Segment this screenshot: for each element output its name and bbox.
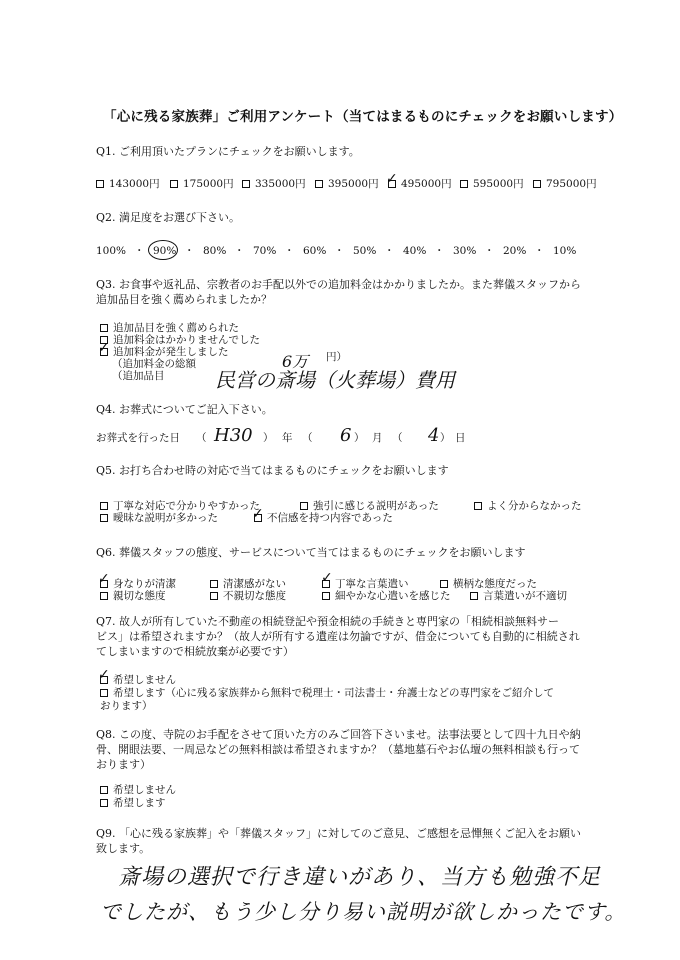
q8-question-line1: Q8. この度、寺院のお手配をさせて頂いた方のみご回答下さいませ。法事法要として四十九日や納: [96, 728, 581, 741]
q2-sep: ・: [334, 245, 345, 257]
q3-option-pushed[interactable]: 追加品目を強く薦められた: [100, 322, 239, 335]
q1-option-495000[interactable]: 495000円: [388, 178, 452, 191]
paren: ）: [354, 432, 365, 444]
checkbox[interactable]: [100, 592, 108, 600]
q8-question-line3: おります）: [96, 758, 151, 771]
q6-option-attentive[interactable]: 細やかな心遣いを感じた: [322, 590, 451, 603]
checkmark-icon: ✓: [252, 506, 264, 522]
paren: ）: [263, 432, 274, 444]
q5-option-pushy[interactable]: 強引に感じる説明があった: [300, 500, 439, 513]
q2-10[interactable]: 10%: [553, 245, 577, 257]
q6-option-untidy[interactable]: 清潔感がない: [210, 578, 286, 591]
q2-30[interactable]: 30%: [453, 245, 477, 257]
q6-option-unkind[interactable]: 不親切な態度: [210, 590, 286, 603]
checkbox[interactable]: [100, 514, 108, 522]
q2-sep: ・: [434, 245, 445, 257]
q2-sep: ・: [384, 245, 395, 257]
q2-sep: ・: [534, 245, 545, 257]
checkmark-icon: ✓: [321, 570, 333, 586]
checkbox[interactable]: [533, 180, 541, 188]
q3-option-extra[interactable]: 追加料金が発生しました: [100, 346, 229, 359]
paren: （: [302, 432, 313, 444]
q5-option-unclear[interactable]: よく分からなかった: [474, 500, 582, 513]
selection-circle-icon: [148, 240, 178, 260]
q9-question-line1: Q9. 「心に残る家族葬」や「葬儀スタッフ」に対してのご意見、ご感想を忌憚無くご記入をお願い: [96, 827, 582, 840]
q5-question: Q5. お打ち合わせ時の対応で当てはまるものにチェックをお願いします: [96, 464, 449, 477]
q5-option-clear[interactable]: 丁寧な対応で分かりやすかった: [100, 500, 260, 513]
q2-60[interactable]: 60%: [303, 245, 327, 257]
q1-option-595000[interactable]: 595000円: [460, 178, 524, 191]
checkbox[interactable]: [460, 180, 468, 188]
q3-sub-total-label: （追加料金の総額: [112, 358, 196, 370]
q2-80[interactable]: 80%: [203, 245, 227, 257]
q2-sep: ・: [284, 245, 295, 257]
paren: （: [196, 432, 207, 444]
checkbox[interactable]: [100, 799, 108, 807]
checkbox[interactable]: [100, 689, 108, 697]
q4-hand-year[interactable]: H30: [214, 425, 253, 446]
q9-question-line2: 致します。: [96, 842, 151, 855]
checkmark-icon: ✓: [98, 571, 110, 587]
q3-question-line2: 追加品目を強く薦められましたか？: [96, 293, 272, 306]
q2-question: Q2. 満足度をお選び下さい。: [96, 211, 241, 224]
q7-option-yes[interactable]: 希望します（心に残る家族葬から無料で税理士・司法書士・弁護士などの専門家をご紹介して: [100, 687, 554, 700]
q2-50[interactable]: 50%: [353, 245, 377, 257]
q8-question-line2: 骨、開眼法要、一周忌などの無料相談は希望されますか？（墓地墓石やお仏壇の無料相談も行って: [96, 743, 580, 756]
checkbox[interactable]: [210, 592, 218, 600]
checkbox[interactable]: [322, 592, 330, 600]
q1-option-175000[interactable]: 175000円: [170, 178, 234, 191]
q1-option-143000[interactable]: 143000円: [96, 178, 160, 191]
q5-option-distrust[interactable]: 不信感を持つ内容であった: [254, 512, 393, 525]
q1-question: Q1. ご利用頂いたプランにチェックをお願いします。: [96, 145, 360, 158]
checkbox[interactable]: [170, 180, 178, 188]
q4-question: Q4. お葬式についてご記入下さい。: [96, 403, 273, 416]
q4-hand-month[interactable]: 6: [340, 425, 352, 446]
q3-sub-item-label: （追加品目: [112, 370, 165, 382]
checkbox[interactable]: [440, 580, 448, 588]
q2-sep: ・: [234, 245, 245, 257]
q2-40[interactable]: 40%: [403, 245, 427, 257]
checkbox[interactable]: [100, 502, 108, 510]
q7-question-line2: ビス」は希望されますか？（故人が所有する遺産は勿論ですが、借金についても自動的に相続され: [96, 630, 580, 643]
q7-question-line3: てしまいますので相続放棄が必要です）: [96, 645, 294, 658]
q3-hand-amount: 6万: [282, 352, 309, 371]
q5-option-vague[interactable]: 曖昧な説明が多かった: [100, 512, 218, 525]
q2-90[interactable]: 90%: [153, 245, 177, 257]
checkmark-icon: ✓: [98, 667, 110, 683]
checkbox[interactable]: [315, 180, 323, 188]
q3-unit: 円）: [326, 351, 347, 363]
q1-option-395000[interactable]: 395000円: [315, 178, 379, 191]
q9-hand-comment-line1[interactable]: 斎場の選択で行き違いがあり、当方も勉強不足: [118, 865, 602, 890]
q6-question: Q6. 葬儀スタッフの態度、サービスについて当てはまるものにチェックをお願いします: [96, 546, 526, 559]
paren: ）: [440, 432, 451, 444]
q2-100[interactable]: 100%: [96, 245, 127, 257]
q4-date-label: お葬式を行った日: [96, 432, 180, 444]
checkbox[interactable]: [100, 786, 108, 794]
q8-option-no[interactable]: 希望しません: [100, 784, 176, 797]
q6-option-kind[interactable]: 親切な態度: [100, 590, 166, 603]
q2-sep: ・: [134, 245, 145, 257]
q6-option-polite-words[interactable]: 丁寧な言葉遣い: [322, 578, 409, 591]
q6-option-arrogant[interactable]: 横柄な態度だった: [440, 578, 537, 591]
q8-option-yes[interactable]: 希望します: [100, 797, 166, 810]
q3-hand-item: 民営の斎場（火葬場）費用: [215, 368, 455, 392]
checkbox[interactable]: [96, 180, 104, 188]
q1-option-795000[interactable]: 795000円: [533, 178, 597, 191]
q3-question-line1: Q3. お食事や返礼品、宗教者のお手配以外での追加料金はかかりましたか。また葬儀スタッフから: [96, 278, 582, 291]
survey-title: 「心に残る家族葬」ご利用アンケート（当てはまるものにチェックをお願いします）: [103, 109, 623, 125]
q9-hand-comment-line2[interactable]: でしたが、もう少し分り易い説明が欲しかったです。: [100, 900, 627, 924]
checkbox[interactable]: [470, 592, 478, 600]
checkbox[interactable]: [210, 580, 218, 588]
q4-day-label: 日: [455, 432, 466, 444]
q2-20[interactable]: 20%: [503, 245, 527, 257]
q2-sep: ・: [184, 245, 195, 257]
q4-hand-day[interactable]: 4: [428, 425, 440, 446]
checkbox[interactable]: [242, 180, 250, 188]
q7-question-line1: Q7. 故人が所有していた不動産の相続登記や預金相続の手続きと専門家の「相続相談無料サー: [96, 615, 560, 628]
q6-option-bad-words[interactable]: 言葉遣いが不適切: [470, 590, 567, 603]
checkbox[interactable]: [100, 324, 108, 332]
q4-month-label: 月: [372, 432, 383, 444]
checkbox[interactable]: [474, 502, 482, 510]
q3-option-no-extra[interactable]: 追加料金はかかりませんでした: [100, 334, 260, 347]
q7-option-yes-cont: おります）: [100, 700, 153, 712]
q4-year-label: 年: [282, 432, 293, 444]
checkbox[interactable]: [300, 502, 308, 510]
q2-70[interactable]: 70%: [253, 245, 277, 257]
q1-option-335000[interactable]: 335000円: [242, 178, 306, 191]
q6-option-neat[interactable]: 身なりが清潔: [100, 578, 176, 591]
checkmark-icon: ✓: [98, 340, 110, 356]
q2-sep: ・: [484, 245, 495, 257]
q7-option-no[interactable]: 希望しません: [100, 674, 176, 687]
paren: （: [392, 432, 403, 444]
checkmark-icon: ✓: [386, 171, 398, 187]
